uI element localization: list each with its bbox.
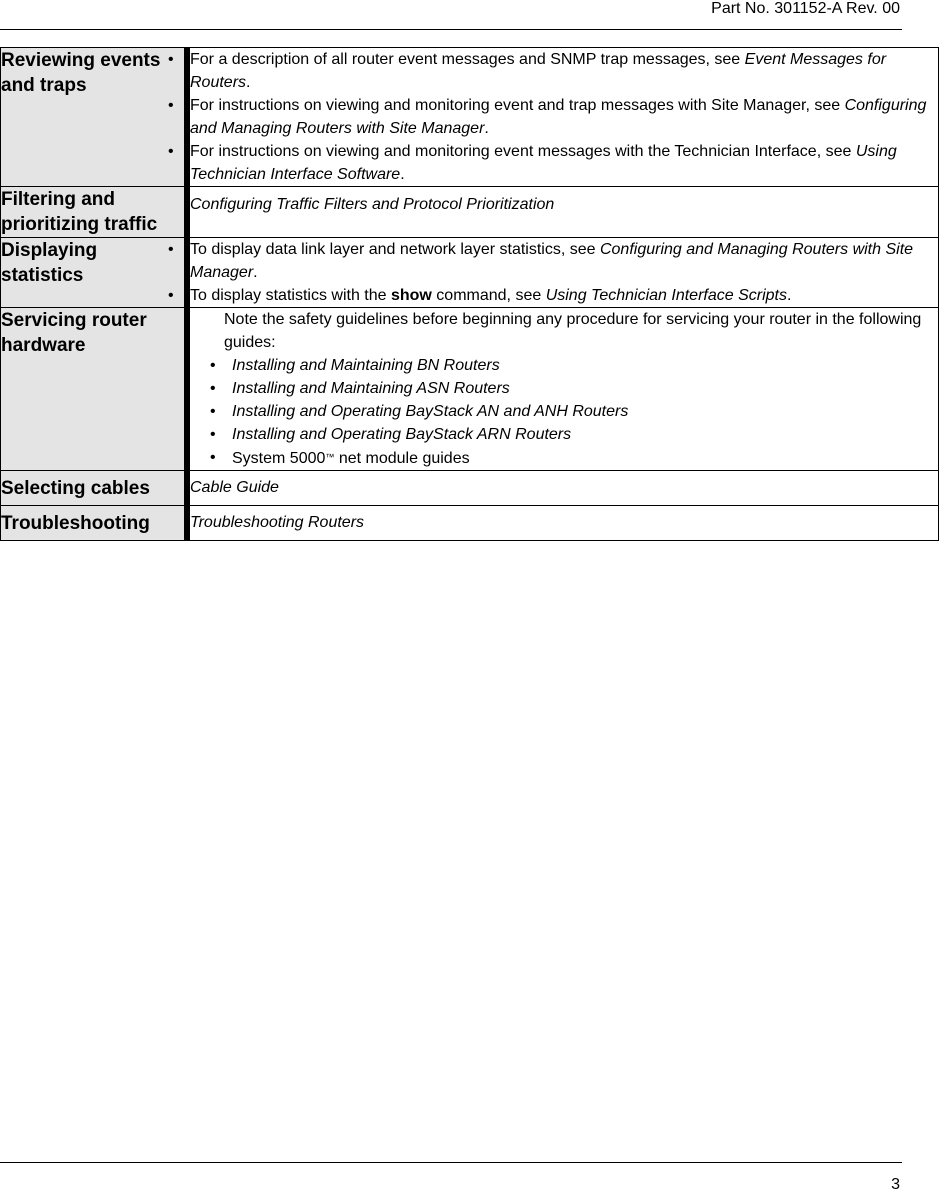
list-item (209, 400, 938, 423)
documentation-table (0, 47, 939, 541)
intro-text: Note the safety guidelines before beginning any procedure for servicing your router in the following guides: (224, 311, 922, 351)
page-number: 3 (891, 1176, 900, 1193)
topic-cell: Reviewing events and traps (1, 48, 188, 187)
table-row (1, 48, 939, 187)
content-cell (187, 471, 939, 506)
list-item: • For a description of all router event messages and SNMP trap messages, see Event Messages for Routers. (167, 48, 938, 94)
table-row (1, 471, 939, 506)
list-item: • To display data link layer and network layer statistics, see Configuring and Managing Routers with Site Manager. (167, 238, 938, 284)
table-row (1, 506, 939, 541)
doc-reference: Troubleshooting Routers (190, 514, 365, 531)
table-row (1, 187, 939, 238)
list-item: • To display statistics with the show command, see Using Technician Interface Scripts. (167, 284, 938, 307)
content-cell (187, 506, 939, 541)
content-cell (187, 308, 939, 471)
doc-reference: Using Technician Interface Software (190, 143, 897, 183)
doc-reference: Installing and Maintaining BN Routers (232, 357, 500, 374)
command-name: show (390, 287, 432, 304)
list-item (209, 377, 938, 400)
doc-reference: Event Messages for Routers (190, 51, 887, 91)
doc-reference: Configuring Traffic Filters and Protocol Prioritization (190, 196, 555, 213)
doc-reference: Configuring and Managing Routers with Site Manager (190, 241, 914, 281)
topic-cell: Displaying statistics (1, 238, 188, 308)
doc-reference: Installing and Maintaining ASN Routers (232, 380, 510, 397)
topic-cell: Servicing router hardware (1, 308, 188, 471)
content-cell (187, 238, 939, 308)
doc-reference: Installing and Operating BayStack AN and ANH Routers (232, 403, 629, 420)
topic-cell: Troubleshooting (1, 506, 188, 541)
content-cell (187, 48, 939, 187)
table-row (1, 238, 939, 308)
header-rule (0, 29, 902, 30)
content-cell (187, 187, 939, 238)
list-item (209, 354, 938, 377)
list-item (209, 423, 938, 446)
doc-reference: Installing and Operating BayStack ARN Routers (232, 426, 572, 443)
list-item: • For instructions on viewing and monitoring event messages with the Technician Interface, see Using Technician Interface Software. (167, 140, 938, 186)
doc-reference: Cable Guide (190, 479, 279, 496)
footer-rule (0, 1162, 902, 1163)
table-row (1, 308, 939, 471)
topic-cell: Filtering and prioritizing traffic (1, 187, 188, 238)
trademark-symbol: ™ (325, 452, 335, 462)
topic-cell: Selecting cables (1, 471, 188, 506)
list-item: • For instructions on viewing and monitoring event and trap messages with Site Manager, see Configuring and Managing Routers with Site Manager. (167, 94, 938, 140)
doc-reference: Configuring and Managing Routers with Site Manager (190, 97, 927, 137)
part-number-header: Part No. 301152-A Rev. 00 (711, 0, 900, 17)
list-item: • System 5000™ net module guides (209, 446, 938, 470)
doc-reference: Using Technician Interface Scripts (545, 287, 787, 304)
